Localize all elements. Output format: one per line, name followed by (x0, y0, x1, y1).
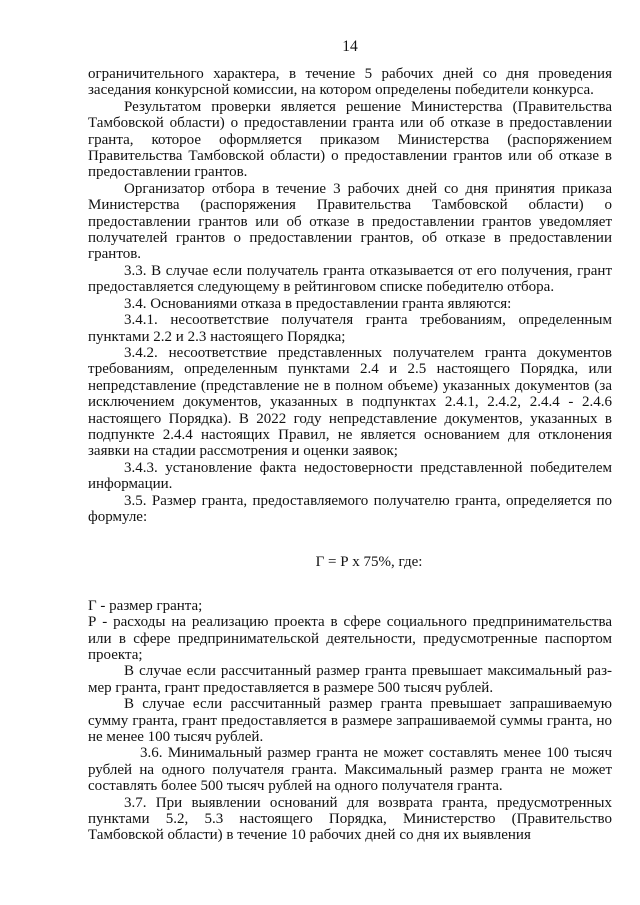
paragraph-3-6: 3.6. Минимальный размер гранта не может составлять менее 100 тысяч рублей на одного получателя гранта. Максимальный размер гранта не может составлять более 500 тысяч рублей на одного получателя гранта. (88, 745, 612, 795)
grant-formula: Г = Р х 75%, где: (315, 554, 423, 571)
paragraph-review-result: Результатом проверки является решение Министерства (Правительства Тамбовской области) о предоставлении гранта или об отказе в предоставлении гранта, которое оформляется приказом Министерства (распоряжением Правительства Тамбовской области) о предоставлении грантов или об отказе в предоставлении грантов. (88, 98, 612, 181)
formula-definition-p: Р - расходы на реализацию проекта в сфере социального предпринимательства или в сфере предпринимательской деятельности, предусмотренные паспортом проекта; (88, 614, 612, 663)
paragraph-3-7: 3.7. При выявлении оснований для возврата гранта, предусмотренных пунктами 5.2, 5.3 настоящего Порядка, Министерство (Правительство Тамбовской области) в течение 10 рабочих дней со дня их выявления (88, 794, 612, 844)
paragraph-3-3: 3.3. В случае если получатель гранта отказывается от его получения, грант предоставляется следующему в рейтинговом списке победителю отбора. (88, 262, 612, 296)
paragraph-3-4: 3.4. Основаниями отказа в предоставлении гранта являются: (124, 295, 512, 312)
paragraph-3-4-3: 3.4.3. установление факта недостоверности представленной победителем информации. (88, 459, 612, 493)
paragraph-notification: Организатор отбора в течение 3 рабочих дней со дня принятия приказа Министерства (распоряжения Правительства Тамбовской области) о предоставлении грантов или об отказе в предоставлении грантов уведомляет получателей грантов о предоставлении грантов, об отказе в предоставлении грантов. (88, 180, 612, 263)
paragraph-requested-sum: В случае если рассчитанный размер гранта превышает запрашиваемую сумму гранта, грант предоставляется в размере запрашиваемой суммы гранта, но не менее 100 тысяч рублей. (88, 696, 612, 746)
paragraph-continuation: ограничительного характера, в течение 5 рабочих дней со дня проведения заседания конкурсной комиссии, на котором определены победители конкурса. (88, 66, 612, 99)
paragraph-3-4-1: 3.4.1. несоответствие получателя гранта требованиям, определенным пунктами 2.2 и 2.3 настоящего Порядка; (88, 312, 612, 345)
paragraph-3-4-2: 3.4.2. несоответствие представленных получателем гранта документов требованиям, определенным пунктами 2.4 и 2.5 настоящего Порядка, или непредставление (представление не в полном объеме) указанных документов (за исключением документов, указанных в подпунктах 2.4.1, 2.4.2, 2.4.4 - 2.4.6 настоящего Порядка). В 2022 году непредставление документов, указанных в подпункте 2.4.4 настоящих Правил, не является основанием для отклонения заявки на стадии рассмотрения и оценки заявок; (88, 344, 612, 460)
formula-definition-g: Г - размер гранта; (88, 597, 203, 614)
page-number: 14 (342, 38, 358, 55)
document-body (88, 66, 612, 844)
paragraph-3-5: 3.5. Размер гранта, предоставляемого получателю гранта, определяется по формуле: (88, 492, 612, 525)
paragraph-max-grant: В случае если рассчитанный размер гранта превышает максимальный размер гранта, грант предоставляется в размере 500 тысяч рублей. (88, 663, 612, 696)
